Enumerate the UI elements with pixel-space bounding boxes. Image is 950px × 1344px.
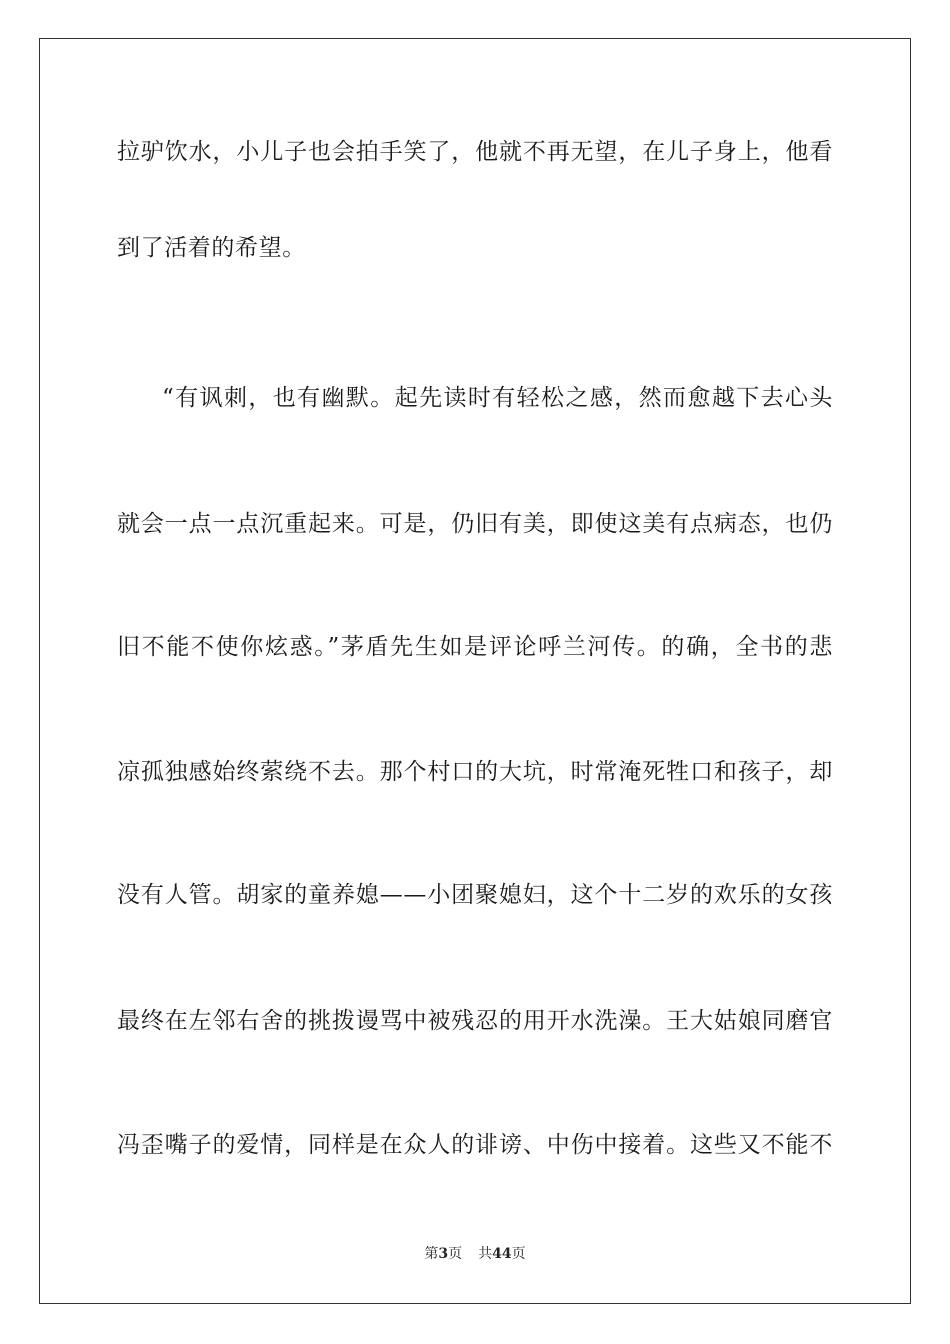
text-line-7: 没有人管。胡家的童养媳——小团聚媳妇，这个十二岁的欢乐的女孩 [117,882,833,908]
total-pages: 44 [492,1246,512,1262]
text-line-6: 凉孤独感始终萦绕不去。那个村口的大坑，时常淹死牲口和孩子，却 [117,759,833,785]
text-line-9: 冯歪嘴子的爱情，同样是在众人的诽谤、中伤中接着。这些又不能不 [117,1132,833,1158]
text-line-5: 旧不能不使你炫惑。”茅盾先生如是评论呼兰河传。的确，全书的悲 [117,634,833,660]
page-footer [0,1245,950,1263]
text-line-3: “有讽刺，也有幽默。起先读时有轻松之感，然而愈越下去心头 [162,385,833,411]
total-prefix: 共 [478,1246,493,1262]
page-prefix: 第 [424,1246,439,1262]
text-line-8: 最终在左邻右舍的挑拨谩骂中被残忍的用开水洗澡。王大姑娘同磨官 [117,1008,833,1034]
page-number: 3 [438,1246,449,1262]
page-border [39,38,911,1304]
page-suffix: 页 [448,1246,463,1262]
text-line-1: 拉驴饮水，小儿子也会拍手笑了，他就不再无望，在儿子身上，他看 [117,139,833,165]
text-line-4: 就会一点一点沉重起来。可是，仍旧有美，即使这美有点病态，也仍 [117,511,833,537]
total-suffix: 页 [511,1246,526,1262]
text-line-2: 到了活着的希望。 [117,235,306,261]
